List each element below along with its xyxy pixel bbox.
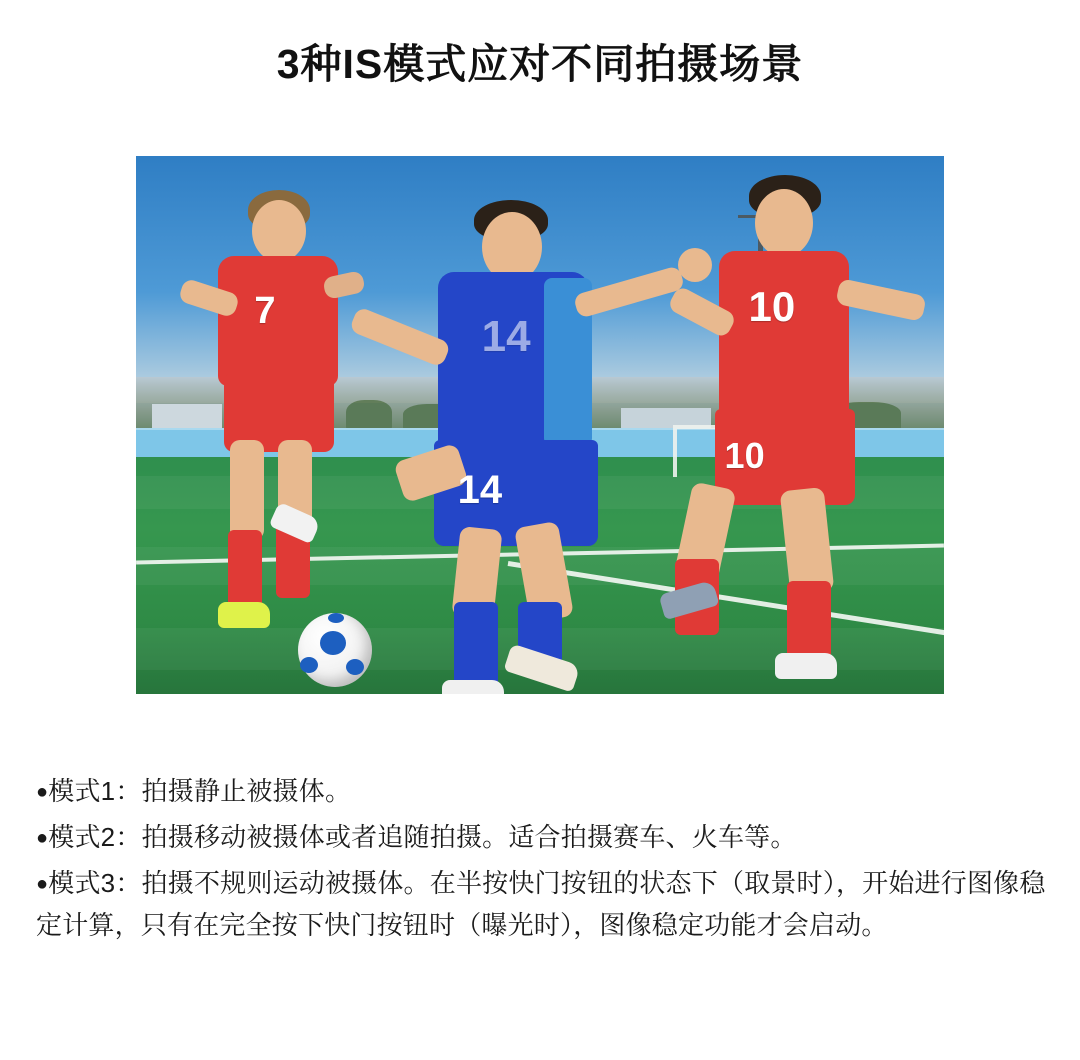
player-10 (597, 167, 936, 694)
player-7-sock-left (228, 530, 262, 608)
note-line-3 (36, 862, 1046, 946)
note-text-2: 模式2：拍摄移动被摄体或者追随拍摄。适合拍摄赛车、火车等。 (48, 822, 797, 853)
photo-canvas (136, 156, 944, 694)
notes-block (36, 770, 1046, 950)
player-14-arm-left (348, 306, 450, 368)
note-line-1 (36, 770, 1046, 812)
bullet-icon: ● (36, 827, 49, 850)
ball-panel-4 (328, 613, 344, 623)
player-14-number-shorts: 14 (457, 468, 503, 513)
note-text-3: 模式3：拍摄不规则运动被摄体。在半按快门按钮的状态下（取景时），开始进行图像稳定计算，只有在完全按下快门按钮时（曝光时），图像稳定功能才会启动。 (36, 868, 1046, 941)
bullet-icon: ● (36, 781, 49, 803)
bullet-icon: ● (36, 873, 49, 896)
player-7-number: 7 (254, 289, 276, 332)
note-text-1: 模式1：拍摄静止被摄体。 (48, 776, 352, 806)
player-10-head (755, 189, 813, 257)
player-7-leg-left (230, 440, 264, 540)
player-14-sock-left (454, 602, 498, 688)
ball-panel-2 (300, 657, 318, 673)
player-10-shoe-right (775, 653, 837, 679)
page-title: 3种IS模式应对不同拍摄场景 (276, 41, 804, 87)
player-10-number-shorts: 10 (724, 434, 765, 476)
player-10-sock-right (787, 581, 831, 659)
soccer-action-photo (136, 156, 944, 694)
player-14-number-jersey: 14 (481, 312, 531, 362)
ball-panel-3 (346, 659, 364, 675)
note-line-2 (36, 816, 1046, 858)
player-14-shoe-left (442, 680, 504, 694)
player-7-head (252, 200, 306, 262)
soccer-ball (298, 613, 372, 687)
player-7-shoe-left (218, 602, 270, 628)
player-10-jersey (719, 251, 849, 421)
player-10-number-jersey: 10 (748, 282, 796, 330)
ball-panel-1 (320, 631, 346, 655)
